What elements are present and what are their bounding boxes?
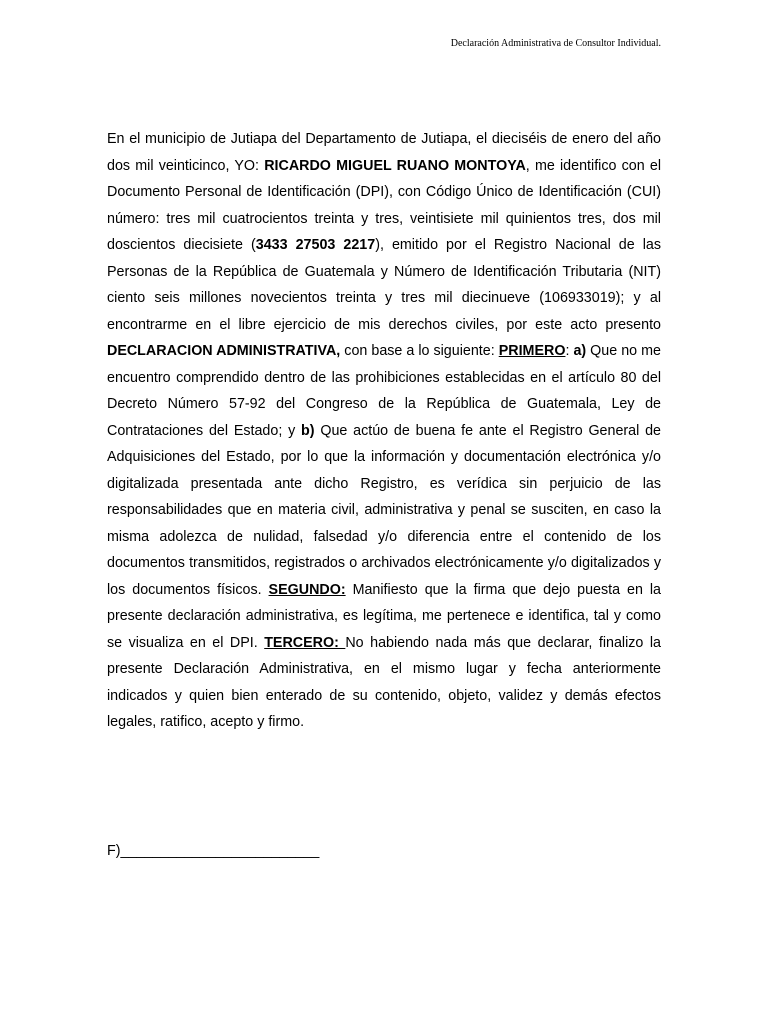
body-text-segment: Que actúo de buena fe ante el Registro General de Adquisiciones del Estado, por lo que la información y documentación electrónica y/o digitalizada presentada ante dicho Registro, es verídica sin perjuicio de las responsabilidades que en materia civil, administrativa y penal se susciten, en caso la misma adolezca de nulidad, falsedad y/o diferencia entre el contenido de los documentos transmitidos, registrados o archivados electrónicamente y/o digitalizados y los documentos físicos. [107, 422, 661, 598]
section-segundo: SEGUNDO: [268, 581, 346, 598]
item-b-label: b) [301, 422, 315, 439]
body-text-segment: con base a lo siguiente: [340, 343, 499, 359]
section-tercero: TERCERO: [264, 634, 346, 651]
declarant-name: RICARDO MIGUEL RUANO MONTOYA [264, 157, 526, 174]
body-text-segment: Manifiesto que la firma que dejo puesta en la presente declaración administrativa, es legítima, me pertenece e identifica, tal y como se visualiza en el DPI. [107, 581, 662, 651]
body-text-segment: No habiendo nada más que declarar, finalizo la presente Declaración Administrativa, en el mismo lugar y fecha anteriormente indicados y quien bien enterado de su contenido, objeto, validez y demás efectos legales, ratifico, acepto y firmo. [107, 634, 662, 730]
section-primero: PRIMERO [498, 343, 566, 359]
item-a-label: a) [573, 343, 587, 359]
body-text-segment: Que no me encuentro comprendido dentro de las prohibiciones establecidas en el artículo 80 del Decreto Número 57-92 del Congreso de la República de Guatemala, Ley de Contrataciones del Estado; y [107, 343, 662, 439]
cui-number: 3433 27503 2217 [255, 237, 376, 253]
body-text-segment: , me identifico con el Documento Personal de Identificación (DPI), con Código Único de Identificación (CUI) número: tres mil cuatrocientos treinta y tres, veintisiete mil quinientos tres, dos mil doscientos diecisiete ( [107, 157, 662, 253]
body-text-segment: : [565, 343, 574, 359]
body-text-segment: En el municipio de Jutiapa del Departamento de Jutiapa, el dieciséis de enero del año dos mil veinticinco, YO: [107, 131, 661, 174]
signature-line: F)_________________________ [107, 843, 320, 859]
page-header: Declaración Administrativa de Consultor Individual. [450, 38, 661, 49]
declaration-title: DECLARACION ADMINISTRATIVA, [107, 343, 341, 359]
body-text-segment: ), emitido por el Registro Nacional de las Personas de la República de Guatemala y Número de Identificación Tributaria (NIT) ciento seis millones novecientos treinta y tres mil diecinueve (106933019); y al encontrarme en el libre ejercicio de mis derechos civiles, por este acto presento [107, 237, 661, 333]
declaration-body [107, 126, 661, 736]
